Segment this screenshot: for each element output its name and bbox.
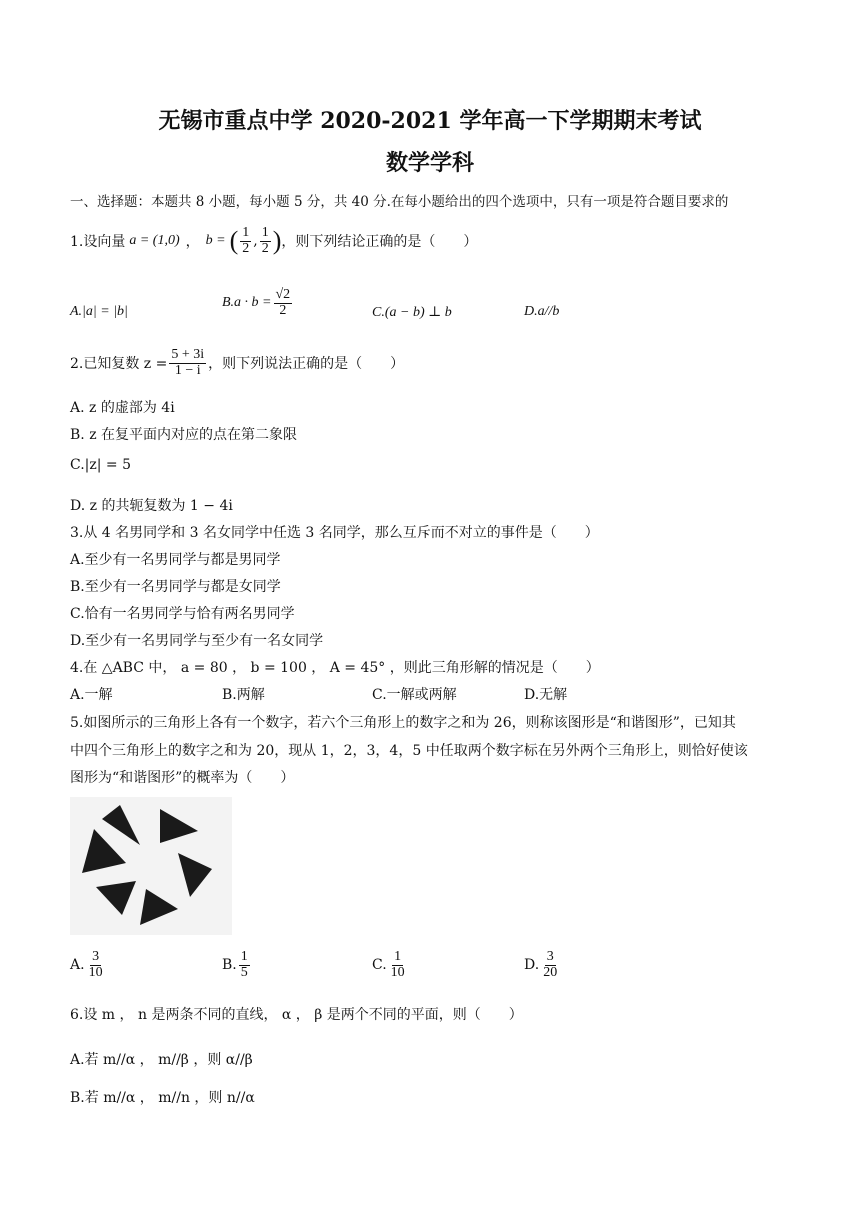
q5-option-b-den: 5 <box>240 964 248 980</box>
q5-option-c-den: 10 <box>390 964 405 980</box>
q1-option-b <box>222 288 294 318</box>
triangles-figure <box>70 797 232 935</box>
q6-option-a: A.若 m//α ， m//β ，则 α//β <box>70 1052 253 1068</box>
triangles-figure-svg <box>70 797 232 935</box>
q4-option-d: D.无解 <box>524 687 568 703</box>
question-4-options <box>70 684 790 704</box>
q2-num: 5 + 3i <box>171 347 205 362</box>
q5-option-c <box>372 950 409 980</box>
q5-option-d-label: D. <box>524 957 540 974</box>
page-title: 无锡市重点中学 2020-2021 学年高一下学期期末考试 <box>158 108 702 134</box>
q5-option-a-num: 3 <box>92 949 100 964</box>
q1-bx-num: 1 <box>242 225 250 240</box>
question-5-line-1: 5.如图所示的三角形上各有一个数字，若六个三角形上的数字之和为 26，则称该图形是“和谐图形”，已知其 <box>70 715 736 731</box>
question-5-line-2: 中四个三角形上的数字之和为 20，现从 1，2，3，4，5 中任取两个数字标在另外两个三角形上，则恰好使该 <box>70 743 748 759</box>
question-2-stem <box>70 348 404 378</box>
q5-option-b-label: B. <box>222 957 237 974</box>
q5-option-c-num: 1 <box>394 949 402 964</box>
question-6-stem: 6.设 m ， n 是两条不同的直线， α ， β 是两个不同的平面，则（ ） <box>70 1007 523 1023</box>
q1-stem-prefix: 1.设向量 <box>70 234 126 251</box>
q3-option-b: B.至少有一名男同学与都是女同学 <box>70 579 281 595</box>
q3-option-d: D.至少有一名男同学与至少有一名女同学 <box>70 633 324 649</box>
q1-option-d: D.a//b <box>524 304 560 319</box>
q2-option-c: C.|z| = 5 <box>70 457 132 473</box>
q5-option-a-label: A. <box>70 957 85 974</box>
q5-option-a <box>70 950 107 980</box>
question-5-line-3: 图形为“和谐图形”的概率为（ ） <box>70 770 295 786</box>
q4-option-c: C.一解或两解 <box>372 687 457 703</box>
q5-option-d-den: 20 <box>543 964 558 980</box>
q5-option-c-label: C. <box>372 957 387 974</box>
q3-option-a: A.至少有一名男同学与都是男同学 <box>70 552 281 568</box>
q1-stem-suffix: ，则下列结论正确的是（ ） <box>281 234 478 251</box>
q1-by-num: 1 <box>261 225 269 240</box>
q5-option-d-num: 3 <box>546 949 554 964</box>
q2-option-a: A. z 的虚部为 4i <box>70 400 175 416</box>
question-1-options <box>70 287 790 334</box>
q2-option-b: B. z 在复平面内对应的点在第二象限 <box>70 427 298 443</box>
q1-option-b-num: √2 <box>275 287 291 302</box>
q6-option-b: B.若 m//α ， m//n ，则 n//α <box>70 1090 255 1106</box>
q2-stem-suffix: ，则下列说法正确的是（ ） <box>208 356 405 373</box>
q5-option-b-num: 1 <box>240 949 248 964</box>
q3-option-c: C.恰有一名男同学与恰有两名男同学 <box>70 606 295 622</box>
q5-option-d <box>524 950 561 980</box>
question-4-stem: 4.在 △ABC 中， a = 80 ， b = 100 ， A = 45° ，则此三角形解的情况是（ ） <box>70 660 600 676</box>
question-5-options <box>70 950 790 990</box>
page-subtitle: 数学学科 <box>385 150 474 176</box>
q2-stem-prefix: 2.已知复数 z = <box>70 356 168 373</box>
question-3-stem: 3.从 4 名男同学和 3 名女同学中任选 3 名同学，那么互斥而不对立的事件是（ ） <box>70 525 599 541</box>
q1-vector-b-prefix: b = <box>205 233 226 249</box>
q1-by-den: 2 <box>261 240 269 256</box>
question-1-stem: 1.设向量 a = (1,0) ， b = ( $\frac{1}{2}$ , $\frac{1}{2}$ ) ，则下列结论正确的是（ ） <box>70 225 478 256</box>
q5-option-a-den: 10 <box>88 964 103 980</box>
q1-option-a: A.|a| = |b| <box>70 304 128 319</box>
q1-bx-den: 2 <box>242 240 250 256</box>
q4-option-b: B.两解 <box>222 687 265 703</box>
q1-option-b-den: 2 <box>279 302 287 318</box>
q1-vector-a: a = (1,0) <box>129 233 180 249</box>
q2-den: 1 − i <box>174 362 201 378</box>
section-heading: 一、选择题：本题共 8 小题，每小题 5 分，共 40 分.在每小题给出的四个选项中，只有一项是符合题目要求的 <box>70 194 729 210</box>
q1-option-b-prefix: B.a · b = <box>222 295 272 311</box>
q2-option-d: D. z 的共轭复数为 1 − 4i <box>70 498 233 514</box>
q4-option-a: A.一解 <box>70 687 113 703</box>
q1-option-c: C.(a − b) ⊥ b <box>372 305 452 320</box>
q5-option-b <box>222 950 252 980</box>
